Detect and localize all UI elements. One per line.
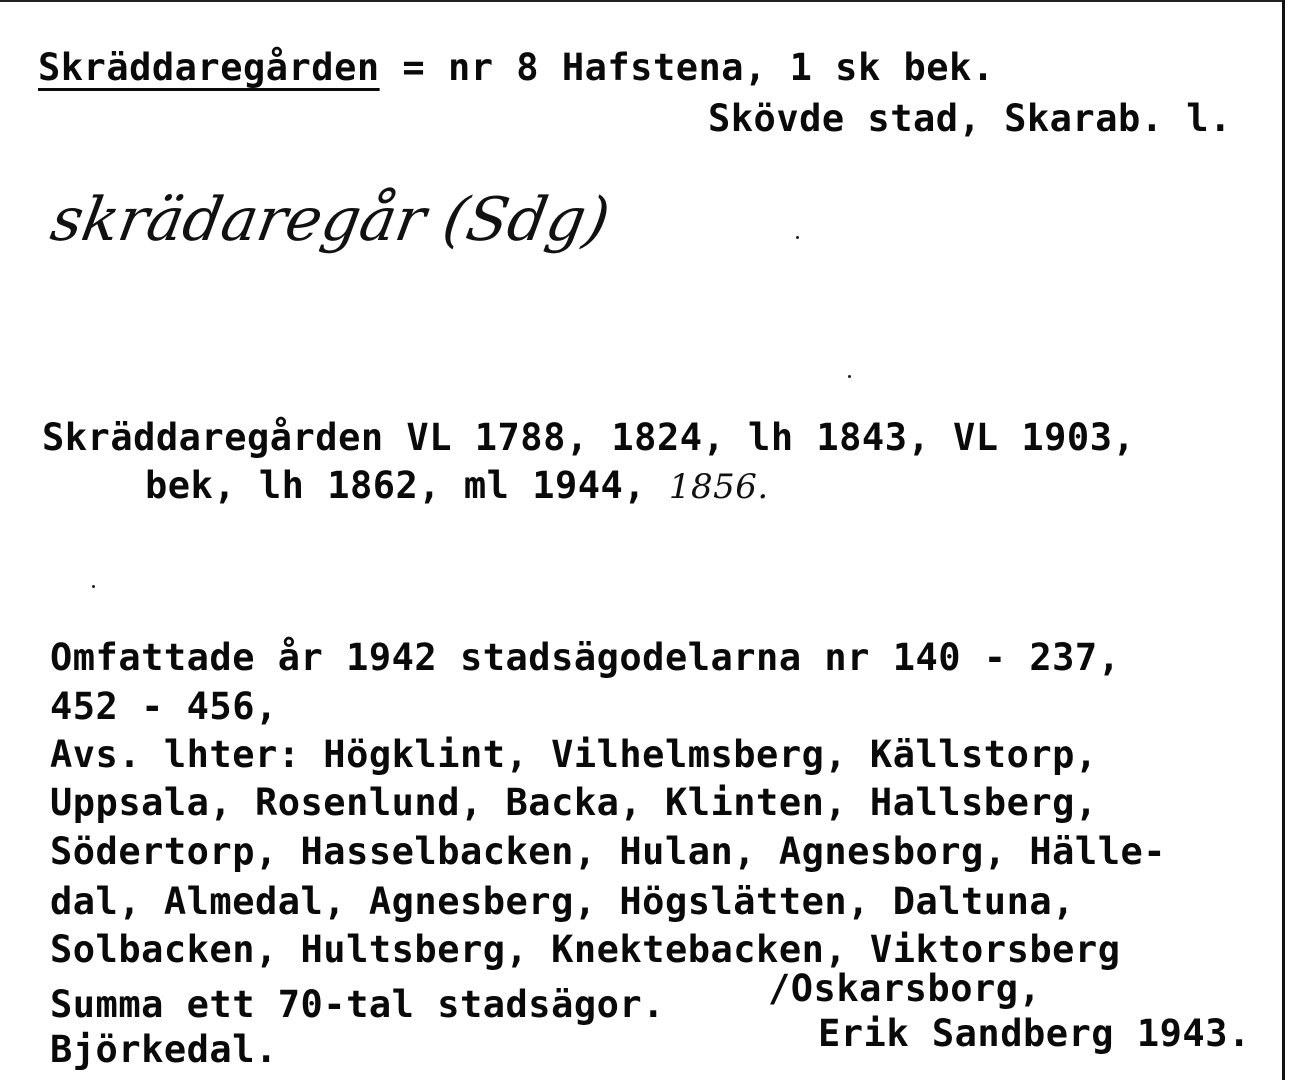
- records-handwritten-year: 1856.: [668, 467, 769, 507]
- records-line-1: Skräddaregården VL 1788, 1824, lh 1843, VL 1903,: [42, 416, 1136, 459]
- card-right-edge: [1282, 0, 1285, 1080]
- notes-line-8: Summa ett 70-tal stadsägor.: [50, 983, 665, 1026]
- notes-line-4: Uppsala, Rosenlund, Backa, Klinten, Hallsberg,: [50, 781, 1098, 824]
- scan-speck: [92, 585, 95, 588]
- scan-speck: [848, 375, 851, 378]
- notes-line-3: Avs. lhter: Högklint, Vilhelmsberg, Källstorp,: [50, 733, 1098, 776]
- place-designation: = nr 8 Hafstena, 1 sk bek.: [402, 46, 995, 89]
- location-line: Skövde stad, Skarab. l.: [708, 97, 1232, 140]
- notes-line-1: Omfattade år 1942 stadsägodelarna nr 140 - 237,: [50, 636, 1121, 679]
- records-line-2: [145, 464, 769, 509]
- place-name-heading: Skräddaregården: [38, 46, 380, 89]
- notes-line-9: Björkedal.: [50, 1028, 278, 1071]
- records-line-2-typed: bek, lh 1862, ml 1944,: [145, 464, 647, 507]
- handwritten-dialect-form: skrädaregår (Sdg): [45, 185, 615, 255]
- notes-insert: /Oskarsborg,: [768, 967, 1042, 1010]
- notes-line-5: Södertorp, Hasselbacken, Hulan, Agnesborg, Hälle-: [50, 830, 1167, 873]
- notes-line-7: Solbacken, Hultsberg, Knektebacken, Viktorsberg: [50, 928, 1121, 971]
- card-header-line: [38, 46, 995, 90]
- scan-speck: [796, 236, 799, 239]
- signature-line: Erik Sandberg 1943.: [818, 1012, 1251, 1055]
- notes-line-2: 452 - 456,: [50, 685, 278, 728]
- card-top-edge: [0, 0, 1285, 2]
- notes-line-6: dal, Almedal, Agnesberg, Högslätten, Daltuna,: [50, 880, 1075, 923]
